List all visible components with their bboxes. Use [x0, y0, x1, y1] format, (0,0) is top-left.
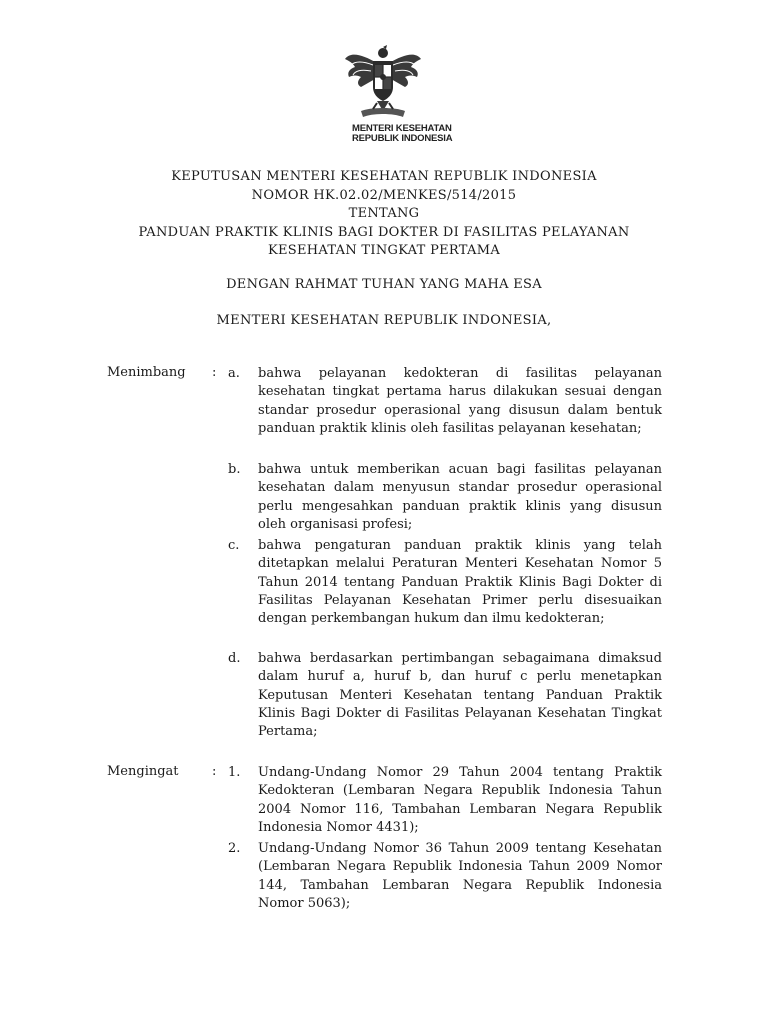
ministry-line-1: MENTERI KESEHATAN: [352, 123, 452, 134]
ministry-logotype: [352, 124, 472, 144]
item-text: bahwa untuk memberikan acuan bagi fasilitas pelayanan kesehatan dalam menyusun standar prosedur operasional perlu mengesahkan panduan praktik klinis yang disusun oleh organisasi profesi;: [258, 462, 662, 532]
title-line-2: NOMOR HK.02.02/MENKES/514/2015: [251, 187, 517, 203]
mengingat-label: Mengingat: [107, 764, 179, 779]
item-marker: 1.: [228, 765, 241, 780]
menteri-line: MENTERI KESEHATAN REPUBLIK INDONESIA,: [216, 313, 552, 328]
item-text: bahwa pelayanan kedokteran di fasilitas pelayanan kesehatan tingkat pertama harus dilakukan sesuai dengan standar prosedur operasional yang disusun dalam bentuk panduan praktik klinis oleh fasilitas pelayanan kesehatan;: [258, 366, 662, 436]
rahmat-line: DENGAN RAHMAT TUHAN YANG MAHA ESA: [226, 277, 542, 292]
item-text: Undang-Undang Nomor 29 Tahun 2004 tentang Praktik Kedokteran (Lembaran Negara Republik Indonesia Tahun 2004 Nomor 116, Tambahan Lembaran Negara Republik Indonesia Nomor 4431);: [258, 765, 662, 835]
item-marker: d.: [228, 651, 241, 666]
title-line-1: KEPUTUSAN MENTERI KESEHATAN REPUBLIK INDONESIA: [171, 169, 597, 184]
item-text: bahwa pengaturan panduan praktik klinis yang telah ditetapkan melalui Peraturan Menteri Kesehatan Nomor 5 Tahun 2014 tentang Panduan Praktik Klinis Bagi Dokter di Fasilitas Pelayanan Kesehatan Primer perlu disesuaikan dengan perkembangan hukum dan ilmu kedokteran;: [258, 538, 662, 627]
item-text: bahwa berdasarkan pertimbangan sebagaimana dimaksud dalam huruf a, huruf b, dan huruf c perlu menetapkan Keputusan Menteri Kesehatan tentang Panduan Praktik Klinis Bagi Dokter di Fasilitas Pelayanan Kesehatan Tingkat Pertama;: [258, 651, 662, 740]
title-line-4: PANDUAN PRAKTIK KLINIS BAGI DOKTER DI FASILITAS PELAYANAN: [138, 224, 630, 240]
item-marker: b.: [228, 462, 241, 477]
ministry-line-2: REPUBLIK INDONESIA: [352, 133, 453, 144]
decree-title: [0, 168, 768, 261]
title-line-5: KESEHATAN TINGKAT PERTAMA: [267, 243, 501, 258]
menimbang-colon: :: [212, 365, 217, 380]
title-line-3: TENTANG: [348, 206, 420, 221]
mengingat-colon: :: [212, 764, 217, 779]
garuda-emblem-icon: [343, 45, 423, 121]
item-marker: 2.: [228, 841, 241, 856]
menimbang-label: Menimbang: [107, 365, 186, 380]
item-marker: a.: [228, 366, 240, 381]
item-text: Undang-Undang Nomor 36 Tahun 2009 tentang Kesehatan (Lembaran Negara Republik Indonesia Tahun 2009 Nomor 144, Tambahan Lembaran Negara Republik Indonesia Nomor 5063);: [258, 841, 662, 911]
item-marker: c.: [228, 538, 240, 553]
